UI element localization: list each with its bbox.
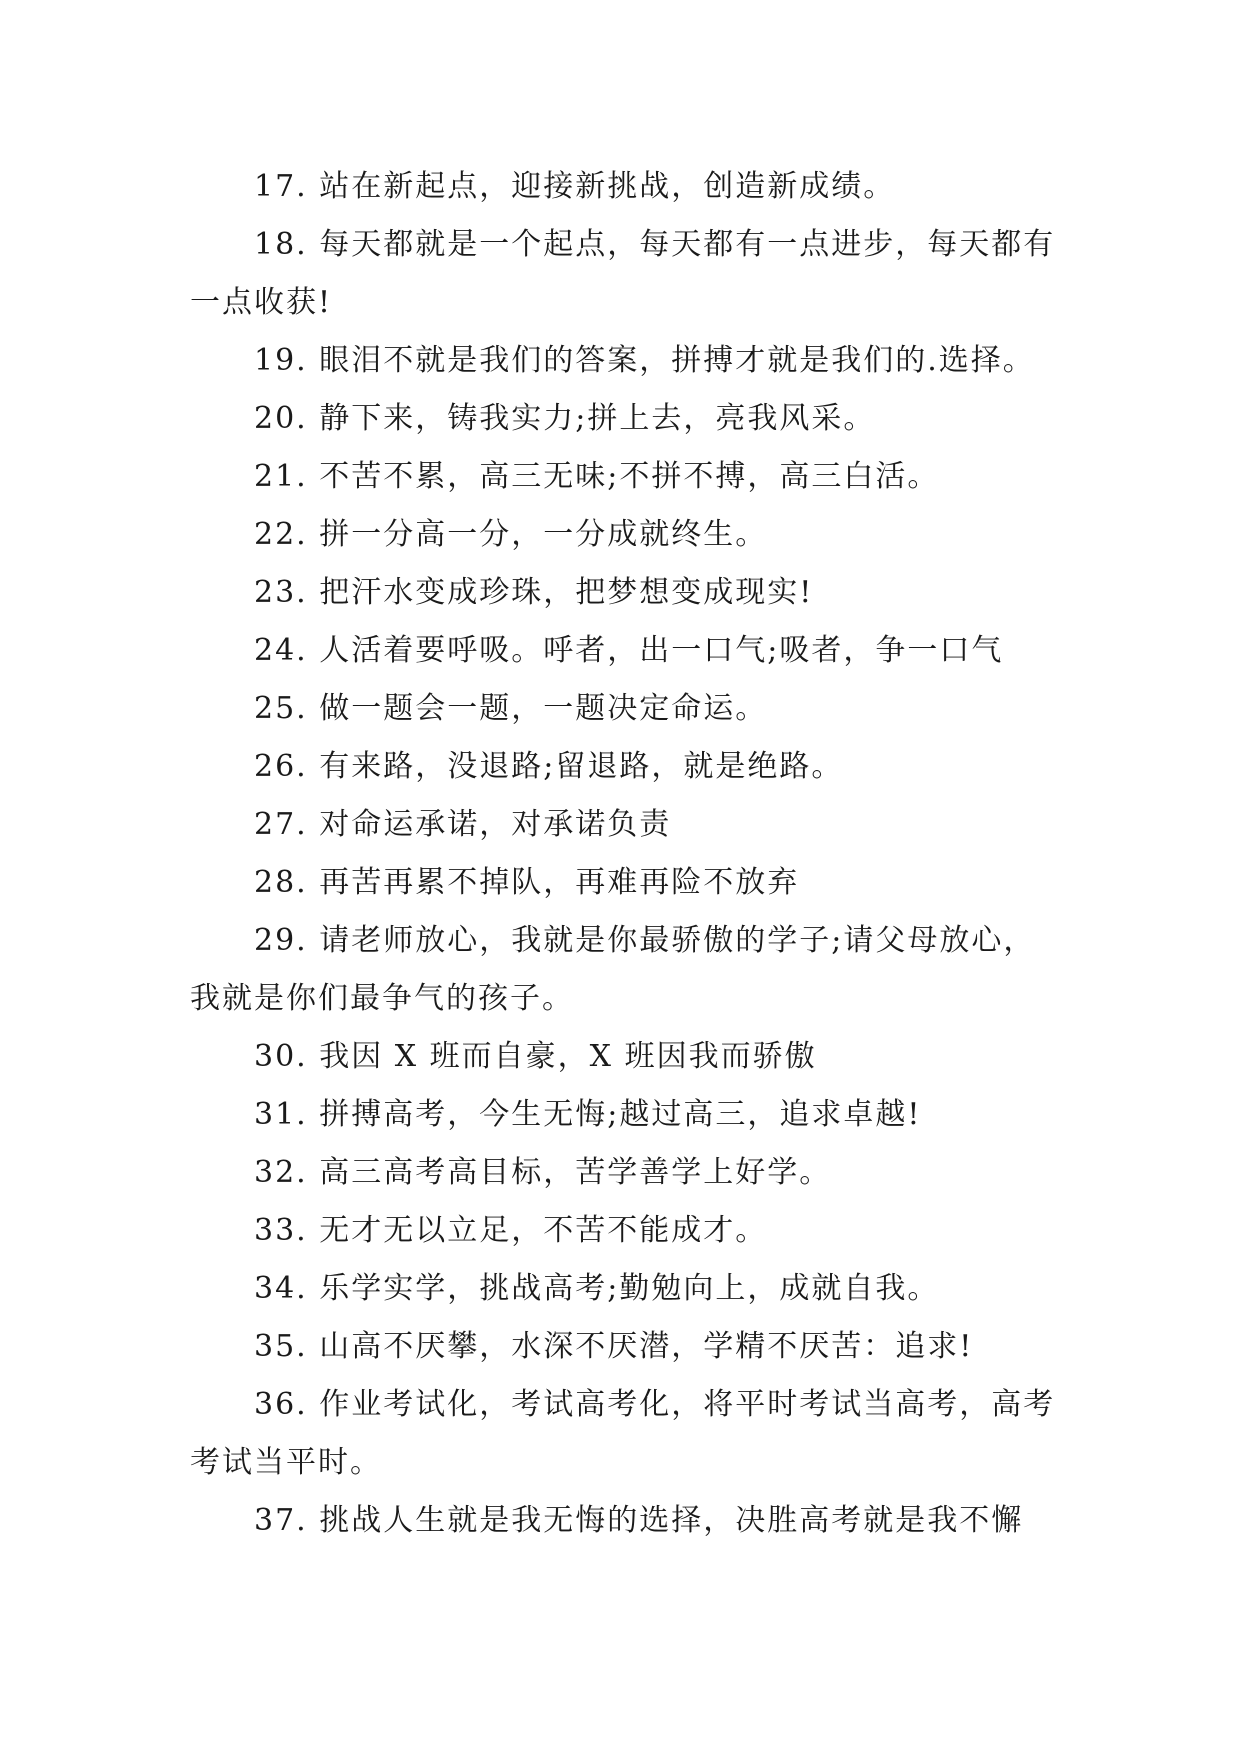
paragraph-33: 33. 无才无以立足，不苦不能成才。 [254,1213,768,1248]
paragraph-18: 18. 每天都就是一个起点，每天都有一点进步，每天都有一点收获! [190,227,1056,320]
paragraph-21: 21. 不苦不累，高三无味;不拼不搏，高三白活。 [254,459,940,494]
paragraph-22: 22. 拼一分高一分，一分成就终生。 [254,517,768,552]
paragraph-31: 31. 拼搏高考，今生无悔;越过高三，追求卓越! [254,1097,922,1132]
paragraph-36: 36. 作业考试化，考试高考化，将平时考试当高考，高考考试当平时。 [190,1387,1056,1480]
paragraph-19: 19. 眼泪不就是我们的答案，拼搏才就是我们的.选择。 [254,343,1035,378]
paragraph-29: 29. 请老师放心，我就是你最骄傲的学子;请父母放心，我就是你们最争气的孩子。 [190,923,1036,1016]
paragraph-30: 30. 我因 X 班而自豪，X 班因我而骄傲 [254,1039,817,1074]
paragraph-17: 17. 站在新起点，迎接新挑战，创造新成绩。 [254,169,896,204]
paragraph-35: 35. 山高不厌攀，水深不厌潜，学精不厌苦：追求! [254,1329,974,1364]
paragraph-26: 26. 有来路，没退路;留退路，就是绝路。 [254,749,844,784]
document-body [190,158,1060,1550]
paragraph-34: 34. 乐学实学，挑战高考;勤勉向上，成就自我。 [254,1271,940,1306]
paragraph-32: 32. 高三高考高目标，苦学善学上好学。 [254,1155,832,1190]
paragraph-28: 28. 再苦再累不掉队，再难再险不放弃 [254,865,800,900]
paragraph-25: 25. 做一题会一题，一题决定命运。 [254,691,768,726]
paragraph-27: 27. 对命运承诺，对承诺负责 [254,807,672,842]
paragraph-37: 37. 挑战人生就是我无悔的选择，决胜高考就是我不懈 [254,1503,1024,1538]
paragraph-24: 24. 人活着要呼吸。呼者，出一口气;吸者，争一口气 [254,633,1004,668]
paragraph-23: 23. 把汗水变成珍珠，把梦想变成现实! [254,575,814,610]
paragraph-20: 20. 静下来，铸我实力;拼上去，亮我风采。 [254,401,876,436]
